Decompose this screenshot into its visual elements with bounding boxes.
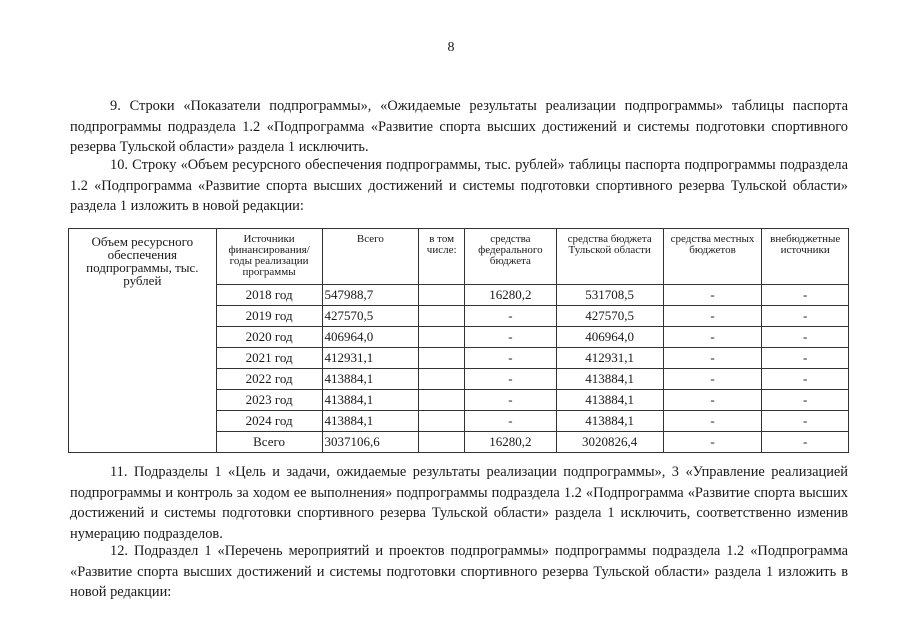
- header-including: в том числе:: [419, 229, 465, 285]
- paragraph-10-text: 10. Строку «Объем ресурсного обеспечения подпрограммы, тыс. рублей» таблицы паспорта подпрограммы подраздела 1.2 «Подпрограмма «Развитие спорта высших достижений и системы подготовки спортивного резерва Тульской области» раздела 1 изложить в новой редакции:: [70, 157, 848, 214]
- paragraph-10: [70, 155, 848, 217]
- paragraph-12-text: 12. Подраздел 1 «Перечень мероприятий и проектов подпрограммы» подпрограммы подраздела 1.2 «Подпрограмма «Развитие спорта высших достижений и системы подготовки спортивного резерва Тульской области» раздела 1 изложить в новой редакции:: [70, 543, 848, 600]
- paragraph-12: [70, 541, 848, 603]
- including-cell: [419, 285, 465, 306]
- total-cell: 413884,1: [322, 369, 419, 390]
- regional-cell: 413884,1: [556, 369, 663, 390]
- local-cell: -: [663, 411, 762, 432]
- header-federal: средства федерального бюджета: [465, 229, 557, 285]
- page-number: 8: [447, 40, 455, 55]
- year-cell: 2022 год: [216, 369, 322, 390]
- federal-cell: -: [465, 411, 557, 432]
- federal-cell: -: [465, 327, 557, 348]
- year-cell: Всего: [216, 432, 322, 453]
- year-cell: 2019 год: [216, 306, 322, 327]
- total-cell: 413884,1: [322, 411, 419, 432]
- regional-cell: 3020826,4: [556, 432, 663, 453]
- regional-cell: 406964,0: [556, 327, 663, 348]
- extra-cell: -: [762, 306, 849, 327]
- including-cell: [419, 348, 465, 369]
- local-cell: -: [663, 390, 762, 411]
- local-cell: -: [663, 369, 762, 390]
- paragraph-11: [70, 462, 848, 544]
- including-cell: [419, 411, 465, 432]
- extra-cell: -: [762, 285, 849, 306]
- header-source: Источники финансирования/ годы реализации программы: [216, 229, 322, 285]
- total-cell: 406964,0: [322, 327, 419, 348]
- year-cell: 2024 год: [216, 411, 322, 432]
- total-cell: 412931,1: [322, 348, 419, 369]
- header-extra: внебюджетные источники: [762, 229, 849, 285]
- regional-cell: 412931,1: [556, 348, 663, 369]
- regional-cell: 413884,1: [556, 390, 663, 411]
- year-cell: 2018 год: [216, 285, 322, 306]
- paragraph-9: [70, 96, 848, 158]
- extra-cell: -: [762, 348, 849, 369]
- regional-cell: 531708,5: [556, 285, 663, 306]
- year-cell: 2020 год: [216, 327, 322, 348]
- year-cell: 2021 год: [216, 348, 322, 369]
- paragraph-11-text: 11. Подразделы 1 «Цель и задачи, ожидаемые результаты реализации подпрограммы», 3 «Управление реализацией подпрограммы и контроль за ходом ее выполнения» подпрограммы подраздела 1.2 «Подпрограмма «Развитие спорта высших достижений и системы подготовки спортивного резерва Тульской области» раздела 1 исключить, соответственно изменив нумерацию подразделов.: [70, 464, 848, 542]
- including-cell: [419, 369, 465, 390]
- including-cell: [419, 306, 465, 327]
- local-cell: -: [663, 432, 762, 453]
- local-cell: -: [663, 327, 762, 348]
- header-total: Всего: [322, 229, 419, 285]
- extra-cell: -: [762, 411, 849, 432]
- federal-cell: 16280,2: [465, 285, 557, 306]
- header-regional: средства бюджета Тульской области: [556, 229, 663, 285]
- local-cell: -: [663, 285, 762, 306]
- total-cell: 413884,1: [322, 390, 419, 411]
- resource-table: [68, 228, 849, 453]
- federal-cell: -: [465, 390, 557, 411]
- table-header-row: [69, 229, 849, 285]
- federal-cell: -: [465, 348, 557, 369]
- paragraph-9-text: 9. Строки «Показатели подпрограммы», «Ожидаемые результаты реализации подпрограммы» таблицы паспорта подпрограммы подраздела 1.2 «Подпрограмма «Развитие спорта высших достижений и системы подготовки спортивного резерва Тульской области» раздела 1 исключить.: [70, 98, 848, 155]
- extra-cell: -: [762, 327, 849, 348]
- extra-cell: -: [762, 432, 849, 453]
- regional-cell: 427570,5: [556, 306, 663, 327]
- local-cell: -: [663, 348, 762, 369]
- regional-cell: 413884,1: [556, 411, 663, 432]
- total-cell: 547988,7: [322, 285, 419, 306]
- header-local: средства местных бюджетов: [663, 229, 762, 285]
- total-cell: 427570,5: [322, 306, 419, 327]
- including-cell: [419, 327, 465, 348]
- federal-cell: -: [465, 369, 557, 390]
- including-cell: [419, 390, 465, 411]
- row-label-cell: Объем ресурсного обеспечения подпрограммы, тыс. рублей: [69, 229, 217, 453]
- federal-cell: 16280,2: [465, 432, 557, 453]
- year-cell: 2023 год: [216, 390, 322, 411]
- federal-cell: -: [465, 306, 557, 327]
- local-cell: -: [663, 306, 762, 327]
- extra-cell: -: [762, 369, 849, 390]
- extra-cell: -: [762, 390, 849, 411]
- including-cell: [419, 432, 465, 453]
- total-cell: 3037106,6: [322, 432, 419, 453]
